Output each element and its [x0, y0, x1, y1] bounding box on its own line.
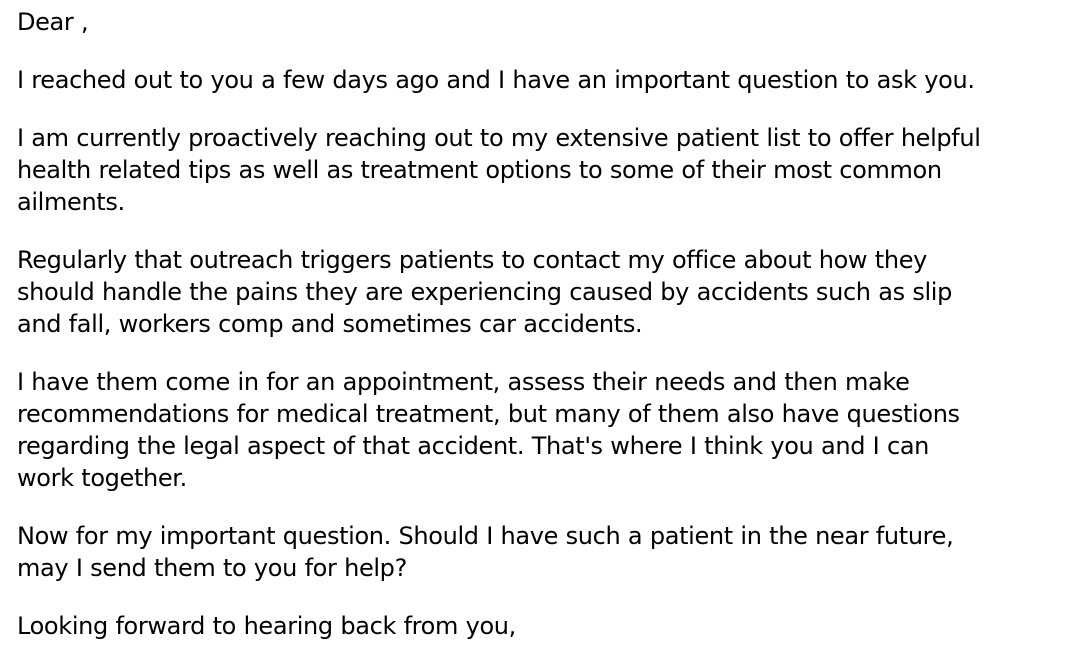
paragraph-line: ailments. — [17, 188, 125, 216]
paragraph-line: health related tips as well as treatment options to some of their most common — [17, 156, 942, 184]
paragraph-line: work together. — [17, 464, 187, 492]
greeting-text: Dear , — [17, 8, 89, 36]
paragraph-intro — [17, 64, 1074, 96]
closing — [17, 610, 1074, 642]
paragraph-line: Now for my important question. Should I have such a patient in the near future, — [17, 522, 954, 550]
paragraph-line: I am currently proactively reaching out to my extensive patient list to offer helpful — [17, 124, 981, 152]
paragraph-line: and fall, workers comp and sometimes car accidents. — [17, 310, 643, 338]
paragraph-line: recommendations for medical treatment, but many of them also have questions — [17, 400, 960, 428]
paragraph-line: Regularly that outreach triggers patients to contact my office about how they — [17, 246, 927, 274]
paragraph-line: I reached out to you a few days ago and I have an important question to ask you. — [17, 66, 975, 94]
paragraph-accidents — [17, 244, 1074, 340]
closing-text: Looking forward to hearing back from you, — [17, 612, 516, 640]
paragraph-line: regarding the legal aspect of that accident. That's where I think you and I can — [17, 432, 930, 460]
paragraph-line: may I send them to you for help? — [17, 554, 407, 582]
greeting — [17, 6, 1074, 38]
paragraph-question — [17, 520, 1074, 584]
paragraph-line: should handle the pains they are experiencing caused by accidents such as slip — [17, 278, 952, 306]
paragraph-outreach — [17, 122, 1074, 218]
paragraph-line: I have them come in for an appointment, assess their needs and then make — [17, 368, 910, 396]
paragraph-appointment — [17, 366, 1074, 494]
